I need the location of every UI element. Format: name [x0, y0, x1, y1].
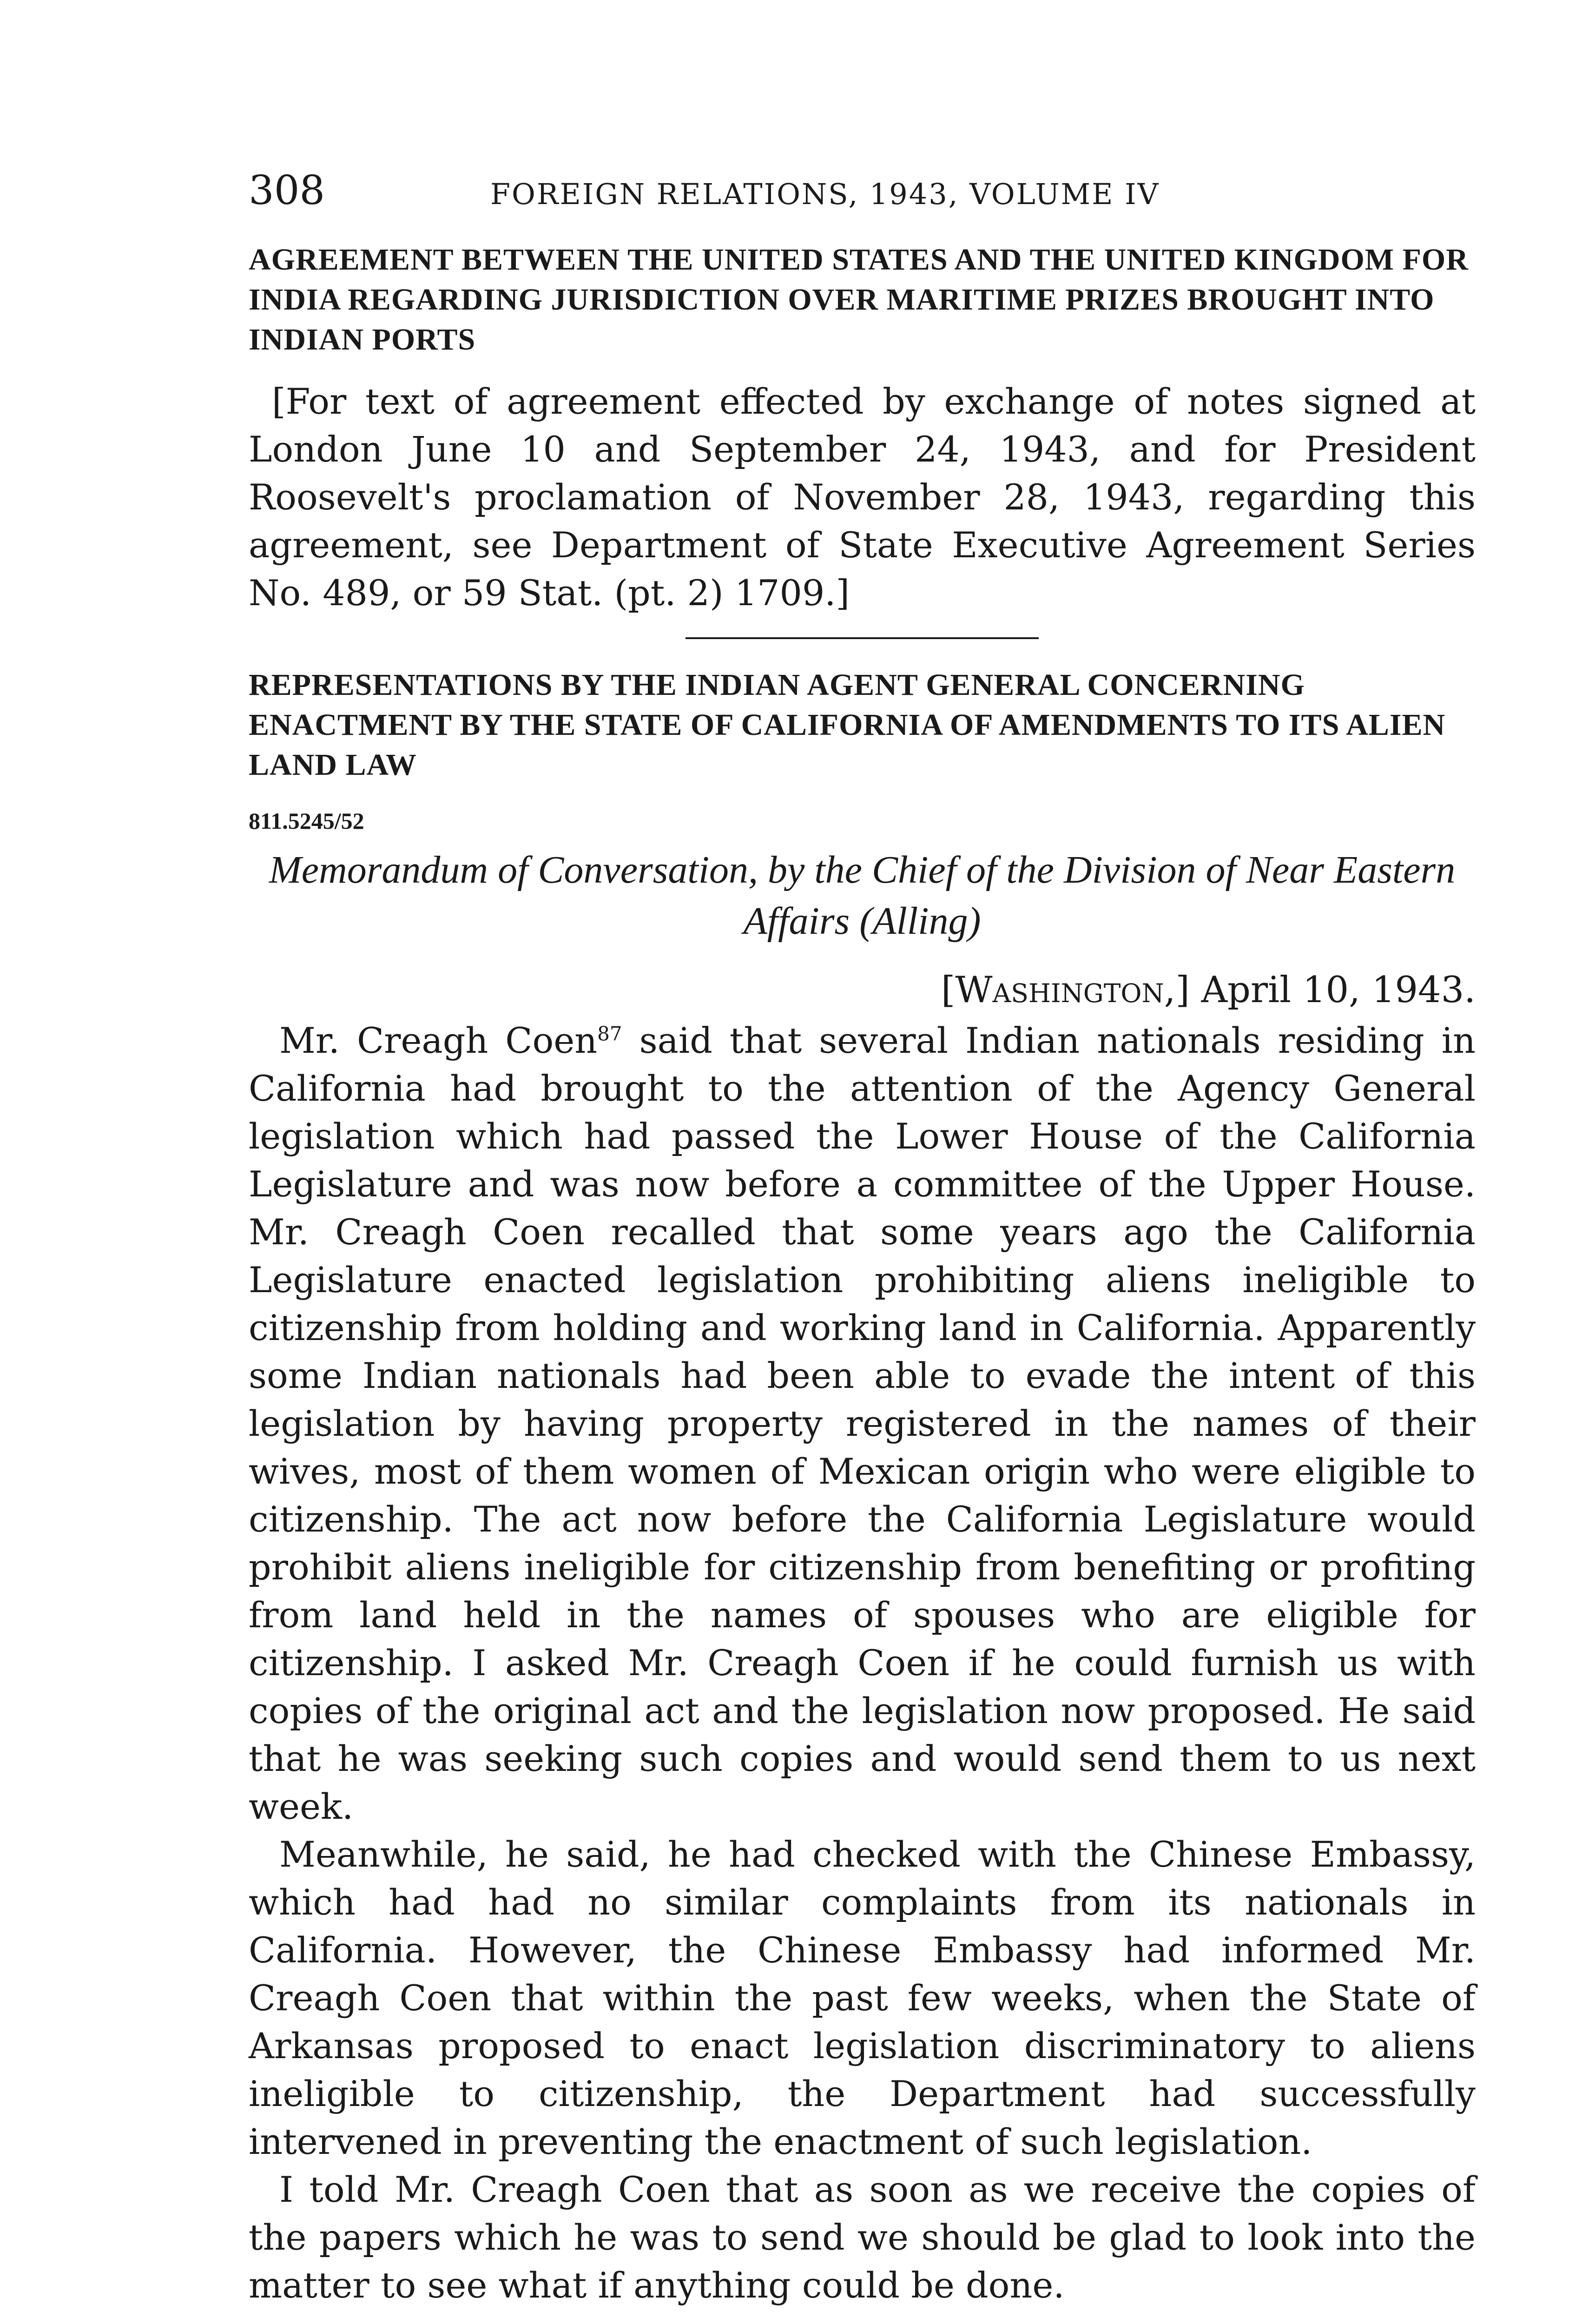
page-number: 308 [249, 167, 325, 214]
body-paragraph-3: I told Mr. Creagh Coen that as soon as we receive the copies of the papers which he was to send we should be glad to look into the matter to see what if anything could be done. [249, 2169, 1476, 2306]
editorial-note: [For text of agreement effected by exchange of notes signed at London June 10 and September 24, 1943, and for President Roosevelt's proclamation of November 28, 1943, regarding this agreement, see Department of State Executive Agreement Series No. 489, or 59 Stat. (pt. 2) 1709.] [249, 381, 1476, 614]
section-heading-alien-land-law: REPRESENTATIONS BY THE INDIAN AGENT GENERAL CONCERNING ENACTMENT BY THE STATE OF CALIFORNIA OF AMENDMENTS TO ITS ALIEN LAND LAW [249, 668, 1446, 782]
paragraph-lead: Mr. Creagh Coen [279, 1020, 598, 1061]
footnote-reference: 87 [597, 1022, 622, 1045]
document-page [249, 167, 1476, 2324]
dateline [249, 969, 1476, 1011]
running-title: FOREIGN RELATIONS, 1943, VOLUME IV [490, 177, 1160, 211]
body-paragraph-2: Meanwhile, he said, he had checked with the Chinese Embassy, which had had no similar complaints from its nationals in California. However, the Chinese Embassy had informed Mr. Creagh Coen that within the past few weeks, when the State of Arkansas proposed to enact legislation discriminatory to aliens ineligible to citizenship, the Department had successfully intervened in preventing the enactment of such legislation. [249, 1834, 1476, 2162]
paragraph-text: said that several Indian nationals residing in California had brought to the attention of the Agency General legislation which had passed the Lower House of the California Legislature and was now before a committee of the Upper House. Mr. Creagh Coen recalled that some years ago the California Legislature enacted legislation prohibiting aliens ineligible to citizenship from holding and working land in California. Apparently some Indian nationals had been able to evade the intent of this legislation by having property registered in the names of their wives, most of them women of Mexican origin who were eligible to citizenship. The act now before the California Legislature would prohibit aliens ineligible for citizenship from benefiting or profiting from land held in the names of spouses who are eligible for citizenship. I asked Mr. Creagh Coen if he could furnish us with copies of the original act and the legislation now proposed. He said that he was seeking such copies and would send them to us next week. [249, 1020, 1476, 1827]
section-heading-prizes: AGREEMENT BETWEEN THE UNITED STATES AND THE UNITED KINGDOM FOR INDIA REGARDING JURISDICTION OVER MARITIME PRIZES BROUGHT INTO INDIAN PORTS [249, 243, 1469, 357]
body-paragraph-1 [249, 1017, 1476, 1830]
running-head [249, 167, 1476, 214]
memo-title: Memorandum of Conversation, by the Chief of the Division of Near Eastern Affairs (Alling) [269, 848, 1456, 943]
file-number: 811.5245/52 [249, 808, 364, 834]
dateline-place: [Washington,] [941, 969, 1190, 1011]
dateline-date: April 10, 1943. [1201, 969, 1476, 1011]
section-divider [686, 637, 1039, 639]
